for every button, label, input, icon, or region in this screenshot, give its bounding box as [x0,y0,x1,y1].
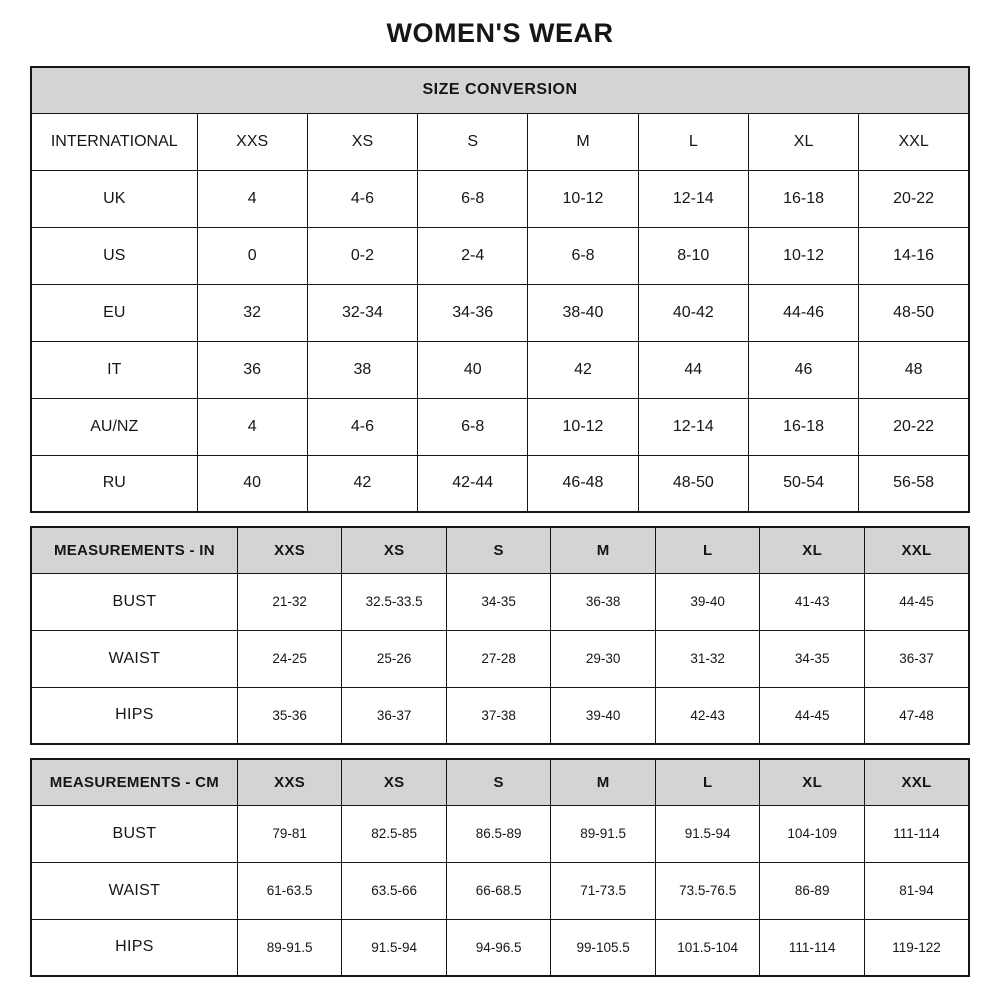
measurement-cell: 79-81 [237,805,342,862]
column-header-xl: XL [760,527,865,573]
column-header-m: M [551,759,656,805]
column-header-m: M [528,113,638,170]
row-label-it: IT [31,341,197,398]
measurement-cell: 36-37 [864,630,969,687]
measurement-cell: 21-32 [237,573,342,630]
column-header-xxl: XXL [859,113,969,170]
column-header-international: INTERNATIONAL [31,113,197,170]
size-cell: 44 [638,341,748,398]
row-label-hips: HIPS [31,687,237,744]
size-cell: 16-18 [748,398,858,455]
size-cell: 32 [197,284,307,341]
table-row [31,919,969,976]
measurement-cell: 36-38 [551,573,656,630]
row-label-us: US [31,227,197,284]
table-row [31,862,969,919]
row-label-waist: WAIST [31,862,237,919]
table-row [31,284,969,341]
size-cell: 4 [197,170,307,227]
column-header-xs: XS [307,113,417,170]
size-cell: 0 [197,227,307,284]
measurement-cell: 73.5-76.5 [655,862,760,919]
measurement-cell: 39-40 [655,573,760,630]
measurement-cell: 104-109 [760,805,865,862]
measurement-cell: 91.5-94 [342,919,447,976]
size-cell: 4-6 [307,398,417,455]
size-cell: 48 [859,341,969,398]
size-cell: 46 [748,341,858,398]
measurement-cell: 27-28 [446,630,551,687]
size-conversion-table [30,66,970,513]
column-header-xs: XS [342,759,447,805]
measurement-cell: 89-91.5 [237,919,342,976]
column-header-s: S [418,113,528,170]
measurement-cell: 82.5-85 [342,805,447,862]
measurement-cell: 29-30 [551,630,656,687]
measurement-cell: 101.5-104 [655,919,760,976]
size-cell: 40 [418,341,528,398]
measurement-cell: 94-96.5 [446,919,551,976]
table-header-row [31,759,969,805]
measurement-cell: 31-32 [655,630,760,687]
size-cell: 40 [197,455,307,512]
measurement-cell: 91.5-94 [655,805,760,862]
size-cell: 6-8 [418,398,528,455]
size-cell: 16-18 [748,170,858,227]
column-header-l: L [655,759,760,805]
size-cell: 36 [197,341,307,398]
size-cell: 4-6 [307,170,417,227]
column-header-m: M [551,527,656,573]
measurement-cell: 37-38 [446,687,551,744]
size-cell: 42 [528,341,638,398]
measurement-cell: 111-114 [760,919,865,976]
size-cell: 14-16 [859,227,969,284]
measurements-in-table [30,526,970,745]
measurement-cell: 66-68.5 [446,862,551,919]
size-cell: 10-12 [528,170,638,227]
measurement-cell: 111-114 [864,805,969,862]
size-cell: 38 [307,341,417,398]
row-label-waist: WAIST [31,630,237,687]
column-header-xxl: XXL [864,759,969,805]
measurement-cell: 24-25 [237,630,342,687]
measurement-cell: 86.5-89 [446,805,551,862]
table-row [31,630,969,687]
page-title: WOMEN'S WEAR [386,18,614,48]
size-cell: 56-58 [859,455,969,512]
measurement-cell: 36-37 [342,687,447,744]
table-row [31,455,969,512]
measurements-cm-title: MEASUREMENTS - CM [31,759,237,805]
measurement-cell: 119-122 [864,919,969,976]
column-header-xxs: XXS [197,113,307,170]
size-cell: 8-10 [638,227,748,284]
measurement-cell: 61-63.5 [237,862,342,919]
measurement-cell: 44-45 [760,687,865,744]
row-label-eu: EU [31,284,197,341]
measurement-cell: 71-73.5 [551,862,656,919]
table-row [31,341,969,398]
size-cell: 20-22 [859,170,969,227]
measurement-cell: 34-35 [446,573,551,630]
measurement-cell: 41-43 [760,573,865,630]
size-cell: 32-34 [307,284,417,341]
size-cell: 10-12 [748,227,858,284]
row-label-bust: BUST [31,573,237,630]
size-conversion-banner-row [31,67,969,113]
row-label-uk: UK [31,170,197,227]
size-cell: 34-36 [418,284,528,341]
size-cell: 10-12 [528,398,638,455]
size-cell: 46-48 [528,455,638,512]
table-row [31,805,969,862]
row-label-aunz: AU/NZ [31,398,197,455]
row-label-hips: HIPS [31,919,237,976]
column-header-s: S [446,527,551,573]
measurements-in-title: MEASUREMENTS - IN [31,527,237,573]
size-cell: 38-40 [528,284,638,341]
size-cell: 50-54 [748,455,858,512]
table-row [31,687,969,744]
measurement-cell: 39-40 [551,687,656,744]
measurement-cell: 25-26 [342,630,447,687]
size-cell: 40-42 [638,284,748,341]
size-cell: 42 [307,455,417,512]
column-header-xxs: XXS [237,527,342,573]
size-cell: 0-2 [307,227,417,284]
size-cell: 12-14 [638,170,748,227]
size-cell: 44-46 [748,284,858,341]
size-cell: 12-14 [638,398,748,455]
size-cell: 20-22 [859,398,969,455]
column-header-xl: XL [748,113,858,170]
size-cell: 2-4 [418,227,528,284]
column-header-l: L [655,527,760,573]
table-row [31,573,969,630]
row-label-ru: RU [31,455,197,512]
size-cell: 48-50 [859,284,969,341]
row-label-bust: BUST [31,805,237,862]
measurement-cell: 32.5-33.5 [342,573,447,630]
measurement-cell: 89-91.5 [551,805,656,862]
column-header-xl: XL [760,759,865,805]
column-header-xs: XS [342,527,447,573]
size-cell: 6-8 [418,170,528,227]
measurement-cell: 63.5-66 [342,862,447,919]
size-cell: 6-8 [528,227,638,284]
measurement-cell: 34-35 [760,630,865,687]
column-header-xxl: XXL [864,527,969,573]
column-header-xxs: XXS [237,759,342,805]
table-header-row [31,113,969,170]
measurement-cell: 35-36 [237,687,342,744]
size-cell: 48-50 [638,455,748,512]
column-header-l: L [638,113,748,170]
measurements-cm-table [30,758,970,977]
measurement-cell: 44-45 [864,573,969,630]
size-cell: 4 [197,398,307,455]
measurement-cell: 42-43 [655,687,760,744]
size-cell: 42-44 [418,455,528,512]
measurement-cell: 81-94 [864,862,969,919]
table-header-row [31,527,969,573]
table-row [31,227,969,284]
column-header-s: S [446,759,551,805]
measurement-cell: 99-105.5 [551,919,656,976]
measurement-cell: 86-89 [760,862,865,919]
table-row [31,398,969,455]
table-row [31,170,969,227]
size-conversion-title: SIZE CONVERSION [31,67,969,113]
measurement-cell: 47-48 [864,687,969,744]
